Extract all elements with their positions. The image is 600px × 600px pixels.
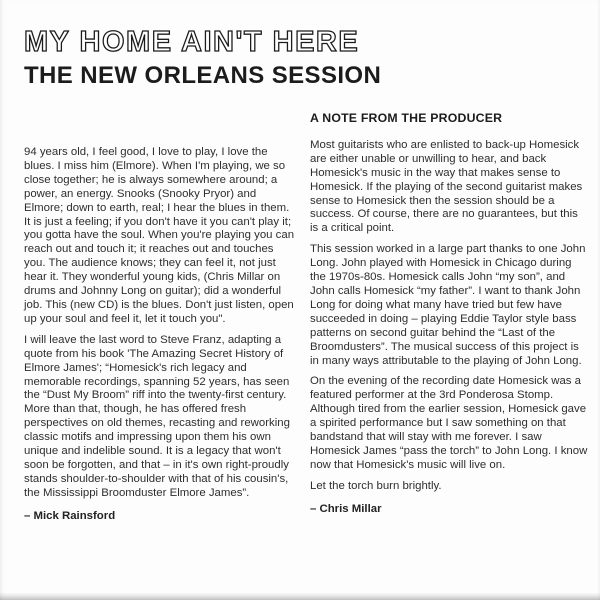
album-subtitle: THE NEW ORLEANS SESSION xyxy=(24,61,382,89)
scan-edge xyxy=(0,593,600,600)
left-column xyxy=(24,146,295,524)
signature-chris-millar: – Chris Millar xyxy=(310,502,382,515)
left-paragraph-1: 94 years old, I feel good, I love to play, I love the blues. I miss him (Elmore). When I'm playing, we so close together; he is always somewhere around; a power, an energy. Snooks (Snooky Pryor) and Elmore; down to earth, real; I hear the blues in them. It is just a feeling; if you don't have it you can't play it; you gotta have the soul. When you're playing you can reach out and touch it; it reaches out and touches you. The audience knows; they can feel it, not just hear it. They wonderful young kids, (Chris Millar on drums and Johnny Long on guitar); did a wonderful job. This (new CD) is the blues. Don't just listen, open up your soul and feel it, let it touch you". xyxy=(24,146,295,325)
signature-mick-rainsford: – Mick Rainsford xyxy=(24,509,116,522)
right-paragraph-2: This session worked in a large part thanks to one John Long. John played with Homesick in Chicago during the 1970s-80s. Homesick calls John “my son”, and John calls Homesick “my father”. I want to thank John Long for doing what many have tried but few have succeeded in doing – playing Eddie Taylor style bass patterns on second guitar behind the “Last of the Broomdusters”. The musical success of this project is in many ways attributable to the playing of John Long. xyxy=(310,243,586,367)
right-column xyxy=(310,112,588,517)
album-title: MY HOME AIN'T HERE xyxy=(24,26,360,58)
right-paragraph-1: Most guitarists who are enlisted to back-up Homesick are either unable or unwilling to hear, and back Homesick's music in the way that makes sense to Homesick. If the playing of the second guitarist makes sense to Homesick then the session should be a success. Of course, there are no guarantees, but this is a critical point. xyxy=(310,138,583,235)
closing-line: Let the torch burn brightly. xyxy=(310,479,442,492)
page-header xyxy=(24,27,381,89)
right-paragraph-3: On the evening of the recording date Homesick was a featured performer at the 3rd Ponderosa Stomp. Although tired from the earlier session, Homesick gave a spirited performance but I saw something on that bandstand that will stay with me forever. I saw Homesick James “pass the torch” to John Long. I know now that Homesick's music will live on. xyxy=(310,375,588,471)
producer-note-heading: A NOTE FROM THE PRODUCER xyxy=(310,111,503,125)
left-paragraph-2: I will leave the last word to Steve Franz, adapting a quote from his book 'The Amazing Secret History of Elmore James'; “Homesick's rich legacy and memorable recordings, spanning 52 years, has seen the “Dust My Broom” riff into the twenty-first century. More than that, though, he has offered fresh perspectives on old themes, recasting and reworking classic motifs and impressing upon them his own unique and indelible sound. It is a legacy that won't soon be forgotten, and that – in it's own right-proudly stands shoulder-to-shoulder with that of his cousin's, the Mississippi Broomduster Elmore James”. xyxy=(24,333,290,499)
